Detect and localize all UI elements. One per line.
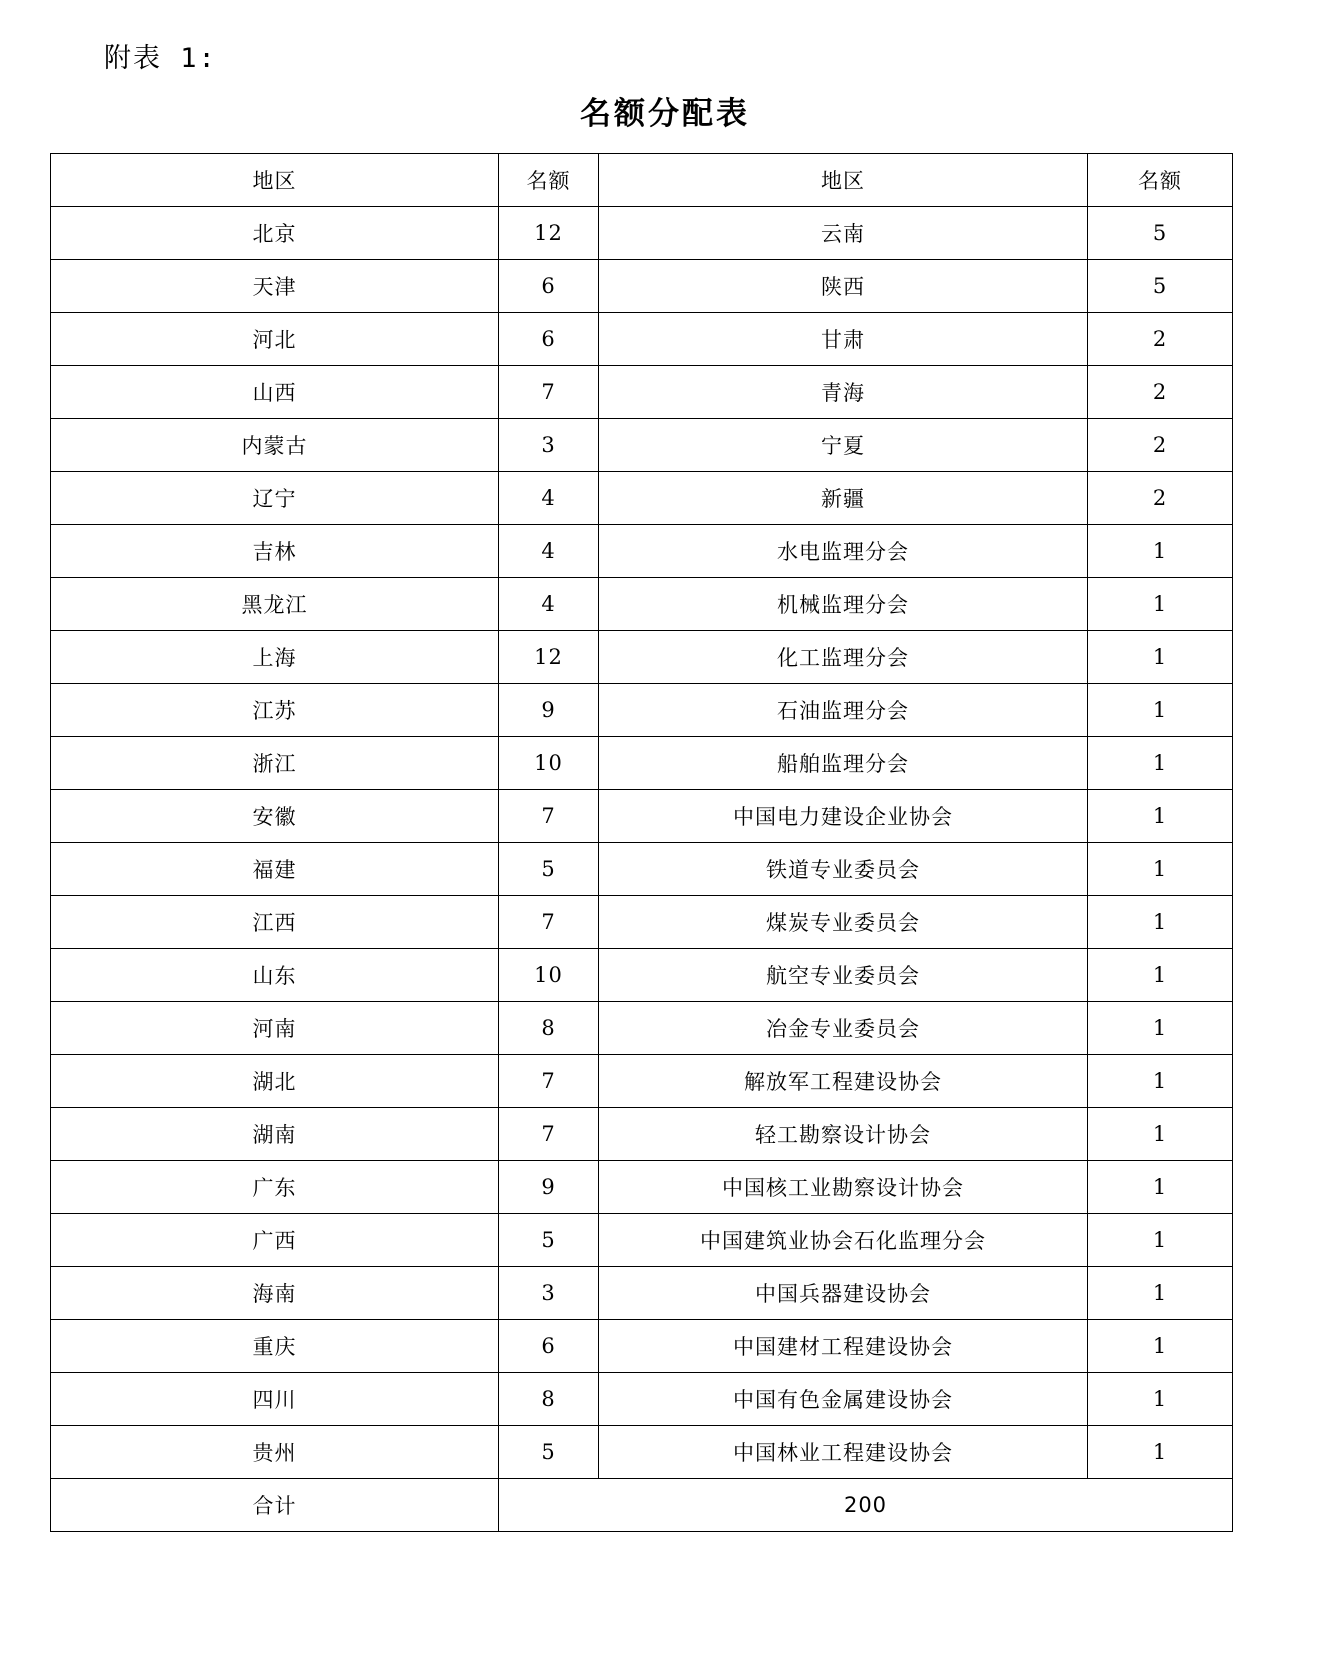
cell-region-right: 水电监理分会 [599,525,1088,578]
cell-quota-right: 1 [1088,737,1233,790]
total-value: 200 [499,1479,1233,1532]
cell-region-left: 黑龙江 [51,578,499,631]
cell-region-right: 船舶监理分会 [599,737,1088,790]
cell-region-left: 内蒙古 [51,419,499,472]
total-label: 合计 [51,1479,499,1532]
cell-region-right: 中国兵器建设协会 [599,1267,1088,1320]
cell-region-right: 青海 [599,366,1088,419]
cell-quota-left: 7 [499,366,599,419]
cell-region-left: 上海 [51,631,499,684]
cell-quota-left: 12 [499,631,599,684]
table-row [51,419,1233,472]
cell-quota-left: 4 [499,578,599,631]
cell-region-left: 河南 [51,1002,499,1055]
table-row [51,684,1233,737]
cell-quota-right: 1 [1088,1426,1233,1479]
cell-quota-left: 5 [499,1214,599,1267]
cell-region-left: 辽宁 [51,472,499,525]
cell-region-right: 中国建筑业协会石化监理分会 [599,1214,1088,1267]
cell-region-left: 山西 [51,366,499,419]
table-row [51,260,1233,313]
cell-quota-right: 1 [1088,790,1233,843]
cell-region-right: 机械监理分会 [599,578,1088,631]
cell-region-left: 福建 [51,843,499,896]
cell-region-left: 海南 [51,1267,499,1320]
column-header-quota-left: 名额 [499,154,599,207]
table-row [51,1373,1233,1426]
cell-quota-left: 3 [499,1267,599,1320]
table-row [51,525,1233,578]
cell-quota-right: 1 [1088,1267,1233,1320]
attachment-label: 附表 1: [104,43,217,74]
cell-region-left: 天津 [51,260,499,313]
table-row [51,843,1233,896]
table-row [51,1055,1233,1108]
cell-quota-left: 7 [499,1055,599,1108]
cell-region-left: 湖南 [51,1108,499,1161]
cell-quota-right: 1 [1088,843,1233,896]
cell-region-left: 湖北 [51,1055,499,1108]
cell-region-left: 浙江 [51,737,499,790]
cell-quota-left: 7 [499,896,599,949]
cell-region-left: 山东 [51,949,499,1002]
cell-region-right: 铁道专业委员会 [599,843,1088,896]
table-header-row [51,154,1233,207]
cell-quota-right: 1 [1088,1373,1233,1426]
table-row [51,1214,1233,1267]
cell-region-left: 吉林 [51,525,499,578]
cell-quota-right: 2 [1088,366,1233,419]
cell-region-right: 宁夏 [599,419,1088,472]
cell-quota-right: 1 [1088,1320,1233,1373]
table-row [51,737,1233,790]
cell-region-right: 中国核工业勘察设计协会 [599,1161,1088,1214]
cell-quota-right: 5 [1088,207,1233,260]
cell-quota-left: 7 [499,790,599,843]
cell-region-right: 中国林业工程建设协会 [599,1426,1088,1479]
table-row [51,1002,1233,1055]
quota-allocation-table [50,153,1233,1532]
cell-quota-left: 10 [499,737,599,790]
cell-region-left: 贵州 [51,1426,499,1479]
page-title: 名额分配表 [580,96,750,132]
table-row [51,366,1233,419]
cell-quota-left: 6 [499,313,599,366]
cell-quota-right: 1 [1088,896,1233,949]
column-header-region-right: 地区 [599,154,1088,207]
table-row [51,949,1233,1002]
table-row [51,790,1233,843]
cell-quota-right: 1 [1088,1055,1233,1108]
cell-quota-right: 1 [1088,684,1233,737]
cell-quota-left: 9 [499,684,599,737]
cell-region-left: 河北 [51,313,499,366]
cell-region-left: 四川 [51,1373,499,1426]
cell-region-left: 重庆 [51,1320,499,1373]
cell-region-left: 广西 [51,1214,499,1267]
cell-region-right: 化工监理分会 [599,631,1088,684]
cell-quota-left: 4 [499,472,599,525]
cell-region-right: 甘肃 [599,313,1088,366]
cell-quota-right: 1 [1088,1002,1233,1055]
cell-quota-left: 9 [499,1161,599,1214]
column-header-region-left: 地区 [51,154,499,207]
cell-quota-left: 5 [499,843,599,896]
cell-quota-right: 1 [1088,631,1233,684]
cell-region-right: 解放军工程建设协会 [599,1055,1088,1108]
cell-region-right: 中国电力建设企业协会 [599,790,1088,843]
cell-quota-left: 3 [499,419,599,472]
table-row [51,472,1233,525]
cell-quota-right: 2 [1088,419,1233,472]
cell-region-right: 石油监理分会 [599,684,1088,737]
table-row [51,631,1233,684]
cell-quota-right: 1 [1088,1108,1233,1161]
cell-region-right: 冶金专业委员会 [599,1002,1088,1055]
cell-region-right: 煤炭专业委员会 [599,896,1088,949]
cell-quota-right: 1 [1088,1214,1233,1267]
table-row [51,207,1233,260]
cell-region-left: 安徽 [51,790,499,843]
cell-quota-right: 2 [1088,472,1233,525]
cell-quota-right: 1 [1088,578,1233,631]
cell-quota-left: 6 [499,1320,599,1373]
table-row [51,896,1233,949]
cell-region-right: 轻工勘察设计协会 [599,1108,1088,1161]
cell-region-right: 陕西 [599,260,1088,313]
cell-quota-right: 1 [1088,949,1233,1002]
table-row [51,578,1233,631]
table-row [51,1426,1233,1479]
cell-quota-left: 6 [499,260,599,313]
cell-quota-right: 1 [1088,525,1233,578]
column-header-quota-right: 名额 [1088,154,1233,207]
cell-region-left: 北京 [51,207,499,260]
cell-region-right: 中国建材工程建设协会 [599,1320,1088,1373]
table-row [51,1108,1233,1161]
cell-quota-left: 8 [499,1373,599,1426]
cell-quota-left: 4 [499,525,599,578]
cell-quota-left: 5 [499,1426,599,1479]
table-row [51,1320,1233,1373]
table-total-row [51,1479,1233,1532]
cell-quota-left: 10 [499,949,599,1002]
cell-quota-left: 7 [499,1108,599,1161]
table-row [51,1267,1233,1320]
cell-quota-right: 1 [1088,1161,1233,1214]
cell-region-left: 广东 [51,1161,499,1214]
cell-region-right: 中国有色金属建设协会 [599,1373,1088,1426]
cell-region-right: 云南 [599,207,1088,260]
cell-quota-right: 5 [1088,260,1233,313]
cell-region-left: 江苏 [51,684,499,737]
cell-region-left: 江西 [51,896,499,949]
cell-region-right: 航空专业委员会 [599,949,1088,1002]
cell-quota-left: 8 [499,1002,599,1055]
cell-quota-left: 12 [499,207,599,260]
table-row [51,1161,1233,1214]
table-row [51,313,1233,366]
cell-region-right: 新疆 [599,472,1088,525]
cell-quota-right: 2 [1088,313,1233,366]
